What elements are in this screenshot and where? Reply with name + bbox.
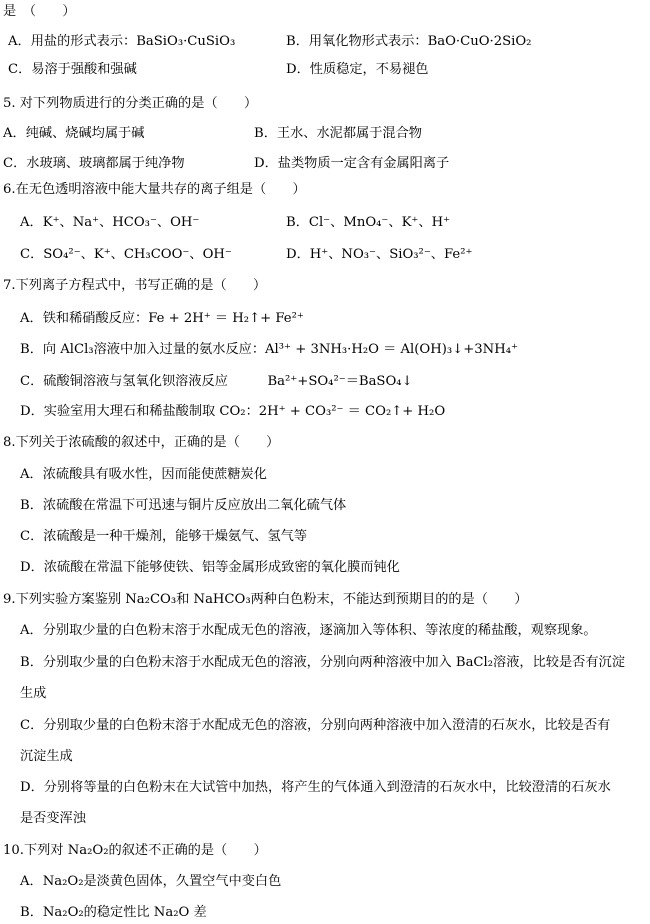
q8-option-d: D．浓硫酸在常温下能够使铁、铝等金属形成致密的氧化膜而钝化 [20, 560, 400, 575]
q5-option-a: A．纯碱、烧碱均属于碱 [3, 126, 145, 141]
q4-option-b: B．用氧化物形式表示：BaO·CuO·2SiO₂ [286, 34, 532, 49]
q8-stem: 8.下列关于浓硫酸的叙述中，正确的是（ ） [3, 435, 280, 450]
q10-stem: 10.下列对 Na₂O₂的叙述不正确的是（ ） [3, 843, 267, 858]
q5-option-d: D．盐类物质一定含有金属阳离子 [254, 156, 450, 171]
q6-option-c: C．SO₄²⁻、K⁺、CH₃COO⁻、OH⁻ [20, 247, 232, 262]
q6-option-d: D．H⁺、NO₃⁻、SiO₃²⁻、Fe²⁺ [286, 247, 473, 262]
q8-option-c: C．浓硫酸是一种干燥剂，能够干燥氨气、氢气等 [20, 529, 308, 544]
q4-option-c: C．易溶于强酸和强碱 [8, 62, 137, 77]
q9-option-c-line1: C．分别取少量的白色粉末溶于水配成无色的溶液，分别向两种溶液中加入澄清的石灰水，比较是否有 [20, 718, 611, 733]
q7-option-d: D．实验室用大理石和稀盐酸制取 CO₂：2H⁺ + CO₃²⁻ ＝ CO₂↑+ H₂O [20, 404, 446, 419]
q9-option-d-line1: D．分别将等量的白色粉末在大试管中加热，将产生的气体通入到澄清的石灰水中，比较澄清的石灰水 [20, 780, 611, 795]
q9-option-c-line2: 沉淀生成 [20, 749, 73, 764]
q8-option-a: A．浓硫酸具有吸水性，因而能使蔗糖炭化 [20, 467, 267, 482]
q5-option-b: B．王水、水泥都属于混合物 [254, 126, 422, 141]
q7-option-c: C．硫酸铜溶液与氢氧化钡溶液反应 Ba²⁺+SO₄²⁻＝BaSO₄↓ [20, 374, 413, 389]
q6-option-a: A．K⁺、Na⁺、HCO₃⁻、OH⁻ [20, 215, 200, 230]
q4-option-a: A．用盐的形式表示：BaSiO₃·CuSiO₃ [8, 34, 236, 49]
q6-option-b: B．Cl⁻、MnO₄⁻、K⁺、H⁺ [286, 215, 451, 230]
q4-stem-tail: 是 （ ） [3, 4, 76, 19]
q7-option-a: A．铁和稀硝酸反应：Fe + 2H⁺ ＝ H₂↑+ Fe²⁺ [20, 311, 304, 326]
q9-stem: 9.下列实验方案鉴别 Na₂CO₃和 NaHCO₃两种白色粉末，不能达到预期目的的是（ ） [3, 592, 528, 607]
q5-stem: 5. 对下列物质进行的分类正确的是（ ） [3, 96, 258, 111]
q9-option-b-line1: B．分别取少量的白色粉末溶于水配成无色的溶液，分别向两种溶液中加入 BaCl₂溶液，比较是否有沉淀 [20, 655, 625, 670]
q9-option-b-line2: 生成 [20, 686, 47, 701]
q7-option-b: B．向 AlCl₃溶液中加入过量的氨水反应：Al³⁺ + 3NH₃·H₂O ＝ Al(OH)₃↓+3NH₄⁺ [20, 342, 518, 357]
q6-stem: 6.在无色透明溶液中能大量共存的离子组是（ ） [3, 182, 306, 197]
q10-option-b: B．Na₂O₂的稳定性比 Na₂O 差 [20, 905, 207, 920]
q10-option-a: A．Na₂O₂是淡黄色固体，久置空气中变白色 [20, 874, 282, 889]
q7-stem: 7.下列离子方程式中，书写正确的是（ ） [3, 278, 267, 293]
q8-option-b: B．浓硫酸在常温下可迅速与铜片反应放出二氧化硫气体 [20, 498, 347, 513]
q9-option-a: A．分别取少量的白色粉末溶于水配成无色的溶液，逐滴加入等体积、等浓度的稀盐酸，观察现象。 [20, 623, 597, 638]
q9-option-d-line2: 是否变浑浊 [20, 811, 86, 826]
q5-option-c: C．水玻璃、玻璃都属于纯净物 [3, 156, 185, 171]
q4-option-d: D．性质稳定，不易褪色 [286, 62, 429, 77]
